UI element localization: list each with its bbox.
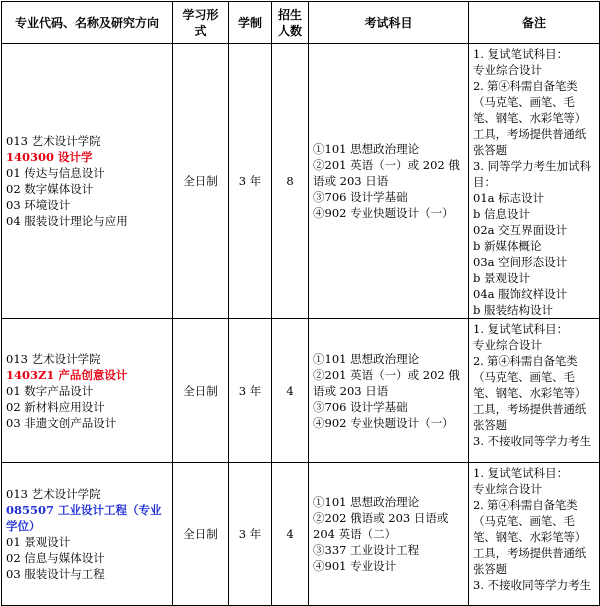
table-row — [2, 319, 600, 463]
note-item: b 新媒体概论 — [473, 239, 542, 253]
note-item: 1. 复试笔试科目： — [473, 47, 569, 61]
table-row — [2, 463, 600, 606]
table-row — [2, 44, 600, 319]
direction-item: 03 环境设计 — [6, 198, 71, 212]
major-cell — [2, 319, 173, 463]
direction-item: 02 新材料应用设计 — [6, 399, 105, 414]
major-cell — [2, 463, 173, 606]
subject-item: ③706 设计学基础 — [313, 399, 408, 414]
subject-item: ①101 思想政治理论 — [313, 351, 420, 366]
direction-item: 02 信息与媒体设计 — [6, 551, 105, 565]
college-name: 013 艺术设计学院 — [6, 351, 101, 366]
subjects-cell — [309, 319, 469, 463]
duration: 3 年 — [229, 463, 272, 606]
note-item: 2. 第④科需自备笔类（马克笔、画笔、毛笔、钢笔、水彩笔等）工具，考场提供普通纸张答题 — [473, 498, 586, 576]
major-name: 1403Z1 产品创意设计 — [6, 367, 128, 382]
major-cell — [2, 44, 173, 319]
note-item: 1. 复试笔试科目： — [473, 466, 569, 480]
header-major: 专业代码、名称及研究方向 — [2, 2, 173, 44]
note-item: 2. 第④科需自备笔类（马克笔、画笔、毛笔、钢笔、水彩笔等）工具，考场提供普通纸张答题 — [473, 354, 586, 432]
direction-item: 03 非遗文创产品设计 — [6, 415, 117, 430]
note-item: 1. 复试笔试科目： — [473, 322, 569, 336]
study-mode: 全日制 — [173, 319, 229, 463]
direction-item: 02 数字媒体设计 — [6, 182, 94, 196]
notes-cell — [469, 319, 600, 463]
duration: 3 年 — [229, 319, 272, 463]
college-name: 013 艺术设计学院 — [6, 487, 101, 501]
header-subjects: 考试科目 — [309, 2, 469, 44]
study-mode: 全日制 — [173, 44, 229, 319]
subject-item: ④902 专业快题设计（一） — [313, 206, 454, 220]
note-item: 04a 服饰纹样设计 — [473, 287, 568, 301]
note-item: 01a 标志设计 — [473, 191, 545, 205]
direction-item: 04 服装设计理论与应用 — [6, 214, 128, 228]
major-name: 085507 工业设计工程（专业学位） — [6, 503, 162, 533]
subject-item: ②201 英语（一）或 202 俄语或 203 日语 — [313, 158, 460, 188]
quota: 8 — [272, 44, 309, 319]
quota: 4 — [272, 463, 309, 606]
note-item: 3. 不接收同等学力考生 — [473, 434, 592, 448]
quota: 4 — [272, 319, 309, 463]
subject-item: ③337 工业设计工程 — [313, 543, 420, 557]
notes-cell — [469, 463, 600, 606]
note-item: 专业综合设计 — [473, 338, 542, 352]
subject-item: ②201 英语（一）或 202 俄语或 203 日语 — [313, 367, 460, 398]
subjects-cell — [309, 44, 469, 319]
subject-item: ①101 思想政治理论 — [313, 142, 420, 156]
note-item: 03a 空间形态设计 — [473, 255, 568, 269]
notes-cell — [469, 44, 600, 319]
direction-item: 01 数字产品设计 — [6, 383, 94, 398]
admissions-table — [1, 1, 600, 606]
note-item: 3. 不接收同等学力考生 — [473, 578, 592, 592]
duration: 3 年 — [229, 44, 272, 319]
subject-item: ④901 专业设计 — [313, 559, 397, 573]
major-name: 140300 设计学 — [6, 150, 93, 164]
college-name: 013 艺术设计学院 — [6, 134, 101, 148]
header-mode: 学习形式 — [173, 2, 229, 44]
note-item: 专业综合设计 — [473, 63, 542, 77]
header-duration: 学制 — [229, 2, 272, 44]
note-item: 02a 交互界面设计 — [473, 223, 568, 237]
direction-item: 01 景观设计 — [6, 535, 71, 549]
direction-item: 03 服装设计与工程 — [6, 567, 105, 581]
note-item: b 景观设计 — [473, 271, 531, 285]
subject-item: ④902 专业快题设计（一） — [313, 415, 454, 430]
subject-item: ③706 设计学基础 — [313, 190, 408, 204]
note-item: b 信息设计 — [473, 207, 531, 221]
study-mode: 全日制 — [173, 463, 229, 606]
note-item: 专业综合设计 — [473, 482, 542, 496]
note-item: 2. 第④科需自备笔类（马克笔、画笔、毛笔、钢笔、水彩笔等）工具，考场提供普通纸张答题 — [473, 79, 586, 157]
header-row — [2, 2, 600, 44]
header-quota: 招生人数 — [272, 2, 309, 44]
direction-item: 01 传达与信息设计 — [6, 166, 105, 180]
header-notes: 备注 — [469, 2, 600, 44]
subject-item: ②202 俄语或 203 日语或 204 英语（二） — [313, 511, 449, 541]
note-item: b 服装结构设计 — [473, 303, 554, 317]
subject-item: ①101 思想政治理论 — [313, 495, 420, 509]
subjects-cell — [309, 463, 469, 606]
note-item: 3. 同等学力考生加试科目： — [473, 159, 592, 189]
